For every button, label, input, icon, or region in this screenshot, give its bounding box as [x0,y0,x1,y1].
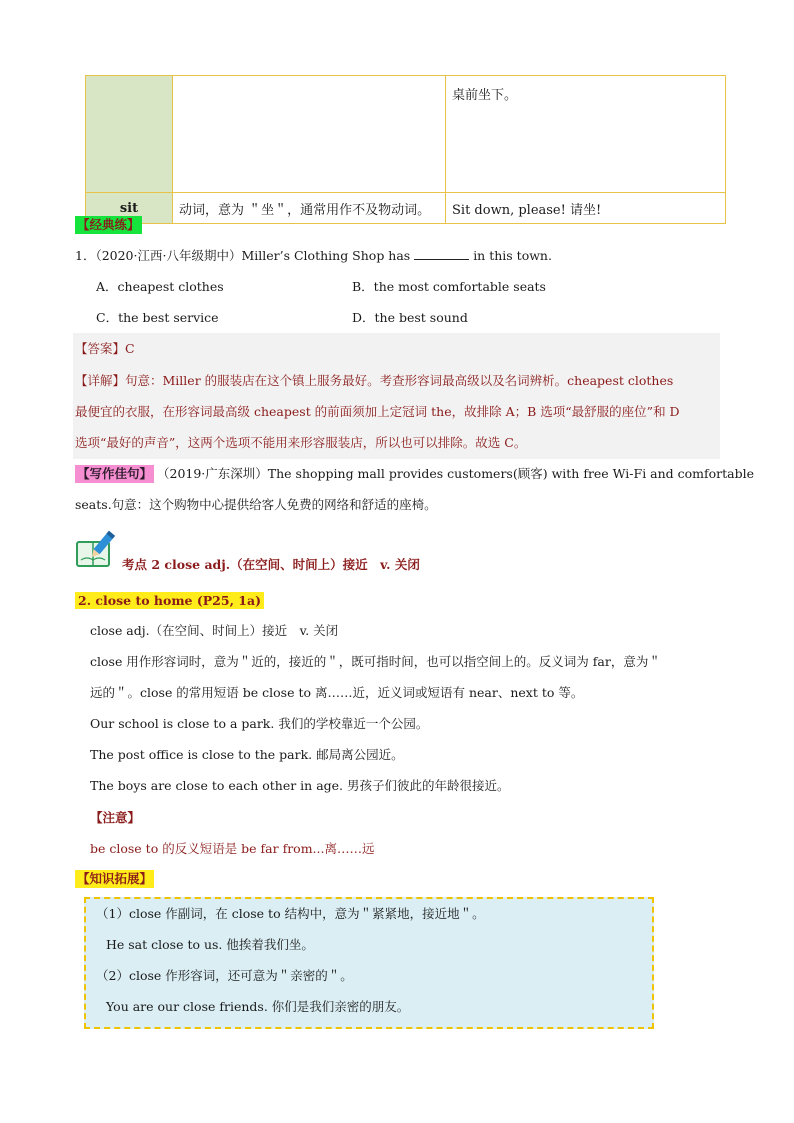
table-cell-word: sit [86,193,173,224]
extension-tag: 【知识拓展】 [77,871,153,886]
key-point-title: 考点 2 close adj.（在空间、时间上）接近 v. 关闭 [122,557,420,572]
note-tag: 【注意】 [90,810,141,825]
body-line: close adj.（在空间、时间上）接近 v. 关闭 [90,623,339,638]
classic-practice-tag: 【经典练】 [77,217,140,232]
writing-line: seats.句意：这个购物中心提供给客人免费的网络和舒适的座椅。 [75,497,437,512]
answer-detail-line: 选项“最好的声音”，这两个选项不能用来形容服装店，所以也可以排除。故选 C。 [75,435,527,450]
table-cell: Sit down, please! 请坐! [446,193,726,224]
writing-tag: 【写作佳句】 [77,466,153,481]
writing-line: （2019·广东深圳）The shopping mall provides customers(顾客) with free Wi-Fi and comfortable [157,466,755,481]
example-line: The boys are close to each other in age. 男孩子们彼此的年龄很接近。 [90,778,510,793]
extension-line: You are our close friends. 你们是我们亲密的朋友。 [106,999,410,1014]
notebook-pencil-icon [75,530,119,568]
question-end: in this town. [473,248,552,263]
option-d: D．the best sound [352,310,468,325]
example-line: The post office is close to the park. 邮局离公园近。 [90,747,404,762]
body-line: close 用作形容词时，意为＂近的，接近的＂，既可指时间，也可以指空间上的。反义词为 far，意为＂ [90,654,661,669]
answer-detail-line: 最便宜的衣服，在形容词最高级 cheapest 的前面须加上定冠词 the，故排除 A；B 选项“最舒服的座位”和 D [75,404,680,419]
table-cell [86,76,173,193]
extension-line: He sat close to us. 他挨着我们坐。 [106,937,314,952]
answer-blank [414,247,469,260]
option-a: A．cheapest clothes [96,279,224,294]
table-cell [173,76,446,193]
table-cell: 桌前坐下。 [446,76,726,193]
answer-detail-line: 【详解】句意：Miller 的服装店在这个镇上服务最好。考查形容词最高级以及名词辨析。cheapest clothes [75,373,674,388]
answer-label: 【答案】C [75,341,135,356]
section-subtitle: 2. close to home (P25, 1a) [75,592,264,609]
vocab-table [85,75,726,224]
table-cell: 动词，意为 ＂坐＂，通常用作不及物动词。 [173,193,446,224]
question-stem: 1．（2020·江西·八年级期中）Miller’s Clothing Shop has [75,248,411,263]
table-row [86,76,726,193]
extension-line: （2）close 作形容词，还可意为＂亲密的＂。 [96,968,353,983]
note-text: be close to 的反义短语是 be far from...离……远 [90,841,375,856]
example-line: Our school is close to a park. 我们的学校靠近一个公园。 [90,716,429,731]
table-row [86,193,726,224]
option-b: B．the most comfortable seats [352,279,546,294]
question-text [75,247,552,265]
option-c: C．the best service [96,310,219,325]
body-line: 远的＂。close 的常用短语 be close to 离……近，近义词或短语有 near、next to 等。 [90,685,584,700]
extension-line: （1）close 作副词，在 close to 结构中，意为＂紧紧地，接近地＂。 [96,906,485,921]
